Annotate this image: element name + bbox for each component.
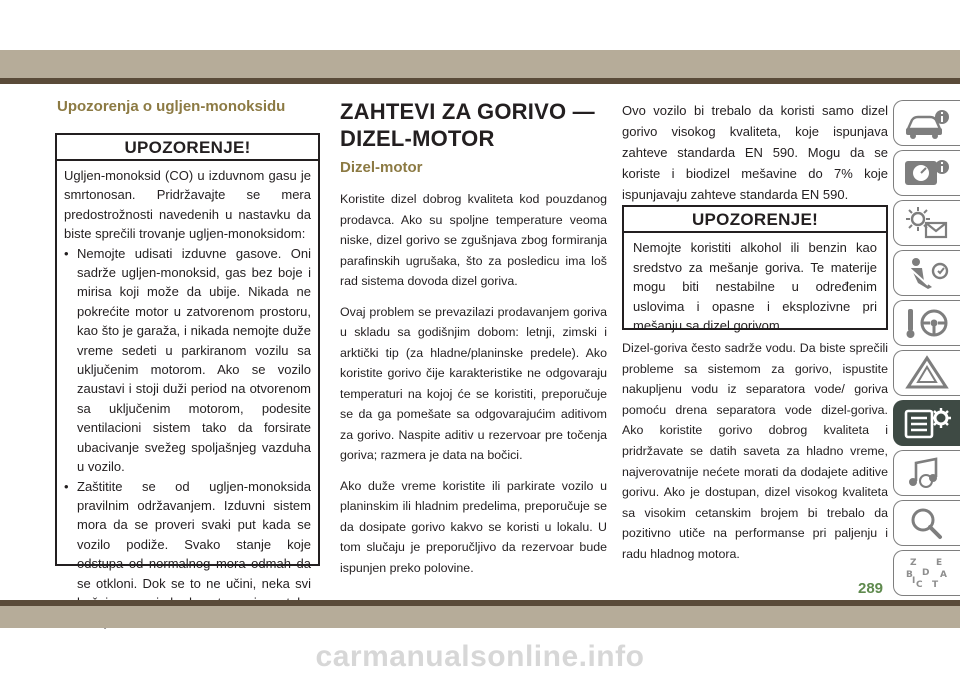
water-separator-paragraph: Dizel-goriva često sadrže vodu. Da biste sprečili probleme sa sistemom za gorivo, ispustite nakupljenu vodu iz separatora vode/ goriva pomoću drena separatora vode dizel-goriva. Ako koristite gorivo dobrog kvaliteta i pridržavate se datih saveta za hladno vreme, najverovatnije nećete morati da dodajete aditive gorivu. Ako je dostupan, dizel visokog kvaliteta sa visokim cetanskim brojem bi trebalo da pozitivno utiče na performanse pri paljenju i radu hladnog motora. bbox=[622, 341, 888, 561]
subsection-heading: Dizel-motor bbox=[340, 159, 423, 176]
car-info-icon bbox=[902, 105, 952, 141]
svg-text:C: C bbox=[916, 580, 923, 590]
chapter-tabs bbox=[893, 100, 960, 600]
watermark: carmanualsonline.info bbox=[315, 640, 645, 673]
index-letters-icon bbox=[902, 555, 952, 591]
steering-wheel-icon bbox=[902, 305, 952, 341]
svg-text:B: B bbox=[906, 570, 913, 580]
tab-car-info[interactable] bbox=[893, 100, 960, 146]
tab-roadside[interactable] bbox=[893, 350, 960, 396]
warning-title: UPOZORENJE! bbox=[624, 207, 886, 233]
tab-multimedia[interactable] bbox=[893, 450, 960, 496]
svg-text:A: A bbox=[940, 570, 947, 580]
roadside-triangle-icon bbox=[902, 355, 952, 391]
warning-title: UPOZORENJE! bbox=[57, 135, 318, 161]
diesel-text-column bbox=[340, 189, 607, 588]
footer-band bbox=[0, 606, 960, 628]
maintenance-specs-icon bbox=[902, 405, 952, 441]
dashboard-info-icon bbox=[902, 155, 952, 191]
co-warning-box bbox=[55, 133, 320, 591]
warning-body: Nemojte koristiti alkohol ili benzin kao sredstvo za mešanje goriva. Te materije mogu biti nestabilne u određenim uslovima i opasne i eksplozivne pri mešanju sa dizel gorivom. bbox=[633, 240, 877, 334]
header-band bbox=[0, 50, 960, 78]
svg-text:T: T bbox=[932, 580, 939, 590]
svg-text:D: D bbox=[922, 568, 930, 578]
warning-list bbox=[64, 244, 311, 632]
seatbelt-airbag-icon bbox=[902, 255, 952, 291]
tab-warning-lights[interactable] bbox=[893, 200, 960, 246]
warning-lights-icon bbox=[902, 205, 952, 241]
tab-index[interactable] bbox=[893, 550, 960, 596]
paragraph: Ako duže vreme koristite ili parkirate vozilo u planinskim ili hladnim predelima, preporučuje se da dosipate gorivo kakvo se koristi u lokalu. U tom slučaju je preporučljivo da rezervoar bude ispunjen preko polovine. bbox=[340, 478, 607, 575]
tab-maintenance-specs[interactable] bbox=[893, 400, 960, 446]
section-heading: Upozorenja o ugljen-monoksidu bbox=[57, 98, 286, 115]
tab-seatbelt-airbag[interactable] bbox=[893, 250, 960, 296]
search-icon bbox=[902, 505, 952, 541]
top-margin bbox=[0, 0, 960, 50]
tab-search[interactable] bbox=[893, 500, 960, 546]
header-rule bbox=[0, 78, 960, 84]
tab-steering-wheel[interactable] bbox=[893, 300, 960, 346]
page-title: ZAHTEVI ZA GORIVO — DIZEL-MOTOR bbox=[340, 99, 595, 151]
list-item: • Zaštitite se od ugljen-monoksida pravilnim održavanjem. Izduvni sistem mora da se proveri svaki put kada se vozilo podiže. Svako stanje koje odstupa od normalnog mora odmah da se otkloni. Dok se to ne učini, neka svi bbox=[64, 477, 311, 632]
paragraph: Ovaj problem se prevazilazi prodavanjem goriva u skladu sa godišnjim dobom: letnji, zimski i arktički tip (za hladne/planinske predele). Ako koristite gorivo čije karakteristike ne odgovaraju temperaturi na kojoj će se koristiti, preporučuje se da ga pomešate sa odgovarajućim aditivom za gorivo. Naspite aditiv u rezervoar pre točenja goriva; razmera je data na bočici. bbox=[340, 304, 607, 462]
fuel-warning-box bbox=[622, 205, 888, 334]
warning-body bbox=[57, 161, 318, 632]
svg-text:Z: Z bbox=[910, 558, 917, 568]
paragraph: Koristite dizel dobrog kvaliteta kod pouzdanog prodavca. Ako su spoljne temperature veoma niske, dizel gorivo se zgušnjava zbog formiranja parafinskih ugrušaka, što za posledicu ima loš rad sistema dovoda dizel goriva. bbox=[340, 192, 607, 288]
list-item: • Nemojte udisati izduvne gasove. Oni sadrže ugljen-monoksid, gas bez boje i mirisa koji može da ubije. Nikada ne pokrećite motor u zatvorenom prostoru, kao što je garaža, i nikada nemojte duže vreme sedeti u parkiranom vozilu sa uključenim motorom. Ako se vozilo zaustavi i stoji duži period na otvorenom sa uključenim motorom, podesite ventilacioni sistem tako da forsirate ubacivanje svežeg spoljašnjeg vazduha u vozilo. bbox=[64, 244, 311, 477]
svg-text:E: E bbox=[936, 558, 943, 568]
tab-dashboard-info[interactable] bbox=[893, 150, 960, 196]
warning-intro: Ugljen-monoksid (CO) u izduvnom gasu je smrtonosan. Pridržavajte se mera predostrožnosti navedenih u nastavku da biste sprečili trovanje ugljen-monoksidom: bbox=[64, 168, 311, 242]
multimedia-icon bbox=[902, 455, 952, 491]
fuel-intro-paragraph: Ovo vozilo bi trebalo da koristi samo dizel gorivo visokog kvaliteta, koje ispunjava zahteve standarda EN 590. Mogu da se koriste i biodizel mešavine do 7% koje ispunjavaju zahteve standarda EN 590. bbox=[622, 103, 888, 202]
page-number: 289 bbox=[858, 580, 884, 597]
svg-text:I: I bbox=[912, 576, 916, 586]
